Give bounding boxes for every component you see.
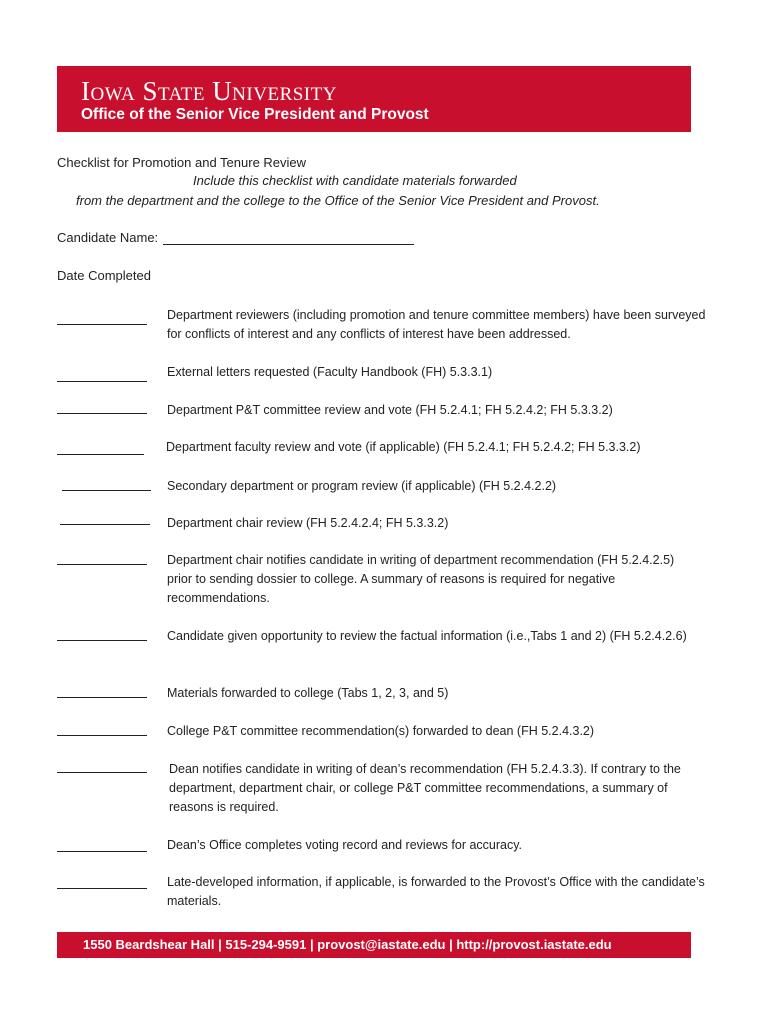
candidate-name-label: Candidate Name: [57, 230, 159, 245]
checklist-item-text: Department chair notifies candidate in writing of department recommendation (FH 5.2.4.2.5) prior to sending dossier to college. A summary of reasons is required for negative recommendations. [167, 553, 675, 605]
date-completed-field[interactable] [62, 490, 151, 491]
checklist-item-text: Materials forwarded to college (Tabs 1, 2, 3, and 5) [167, 686, 449, 700]
date-completed-field[interactable] [57, 564, 147, 565]
instruction-line-1: Include this checklist with candidate materials forwarded [193, 173, 517, 188]
checklist-item-text: Dean’s Office completes voting record and reviews for accuracy. [167, 838, 523, 852]
date-completed-field[interactable] [57, 381, 147, 382]
candidate-name-field[interactable] [163, 244, 414, 245]
date-completed-label: Date Completed [57, 268, 151, 283]
date-completed-field[interactable] [57, 697, 147, 698]
checklist-item-text: Department chair review (FH 5.2.4.2.4; FH 5.3.3.2) [167, 516, 449, 530]
checklist-item-text: Department reviewers (including promotion and tenure committee members) have been surveyed for conflicts of interest and any conflicts of interest have been addressed. [167, 308, 706, 341]
checklist-item-text: Secondary department or program review (if applicable) (FH 5.2.4.2.2) [167, 479, 557, 493]
document-title: Checklist for Promotion and Tenure Review [57, 155, 307, 170]
date-completed-field[interactable] [60, 524, 150, 525]
checklist-item-text: External letters requested (Faculty Handbook (FH) 5.3.3.1) [167, 365, 493, 379]
date-completed-field[interactable] [57, 640, 147, 641]
date-completed-field[interactable] [57, 851, 147, 852]
office-name: Office of the Senior Vice President and Provost [81, 106, 429, 123]
checklist-item-text: Late-developed information, if applicable, is forwarded to the Provost’s Office with the candidate’s materials. [167, 875, 705, 908]
footer-banner [57, 932, 691, 958]
footer-contact: 1550 Beardshear Hall | 515-294-9591 | provost@iastate.edu | http://provost.iastate.edu [83, 937, 612, 952]
date-completed-field[interactable] [57, 413, 147, 414]
university-name: Iowa State University [81, 76, 337, 106]
date-completed-field[interactable] [57, 772, 147, 773]
date-completed-field[interactable] [57, 735, 147, 736]
date-completed-field[interactable] [57, 888, 147, 889]
header-banner [57, 66, 691, 132]
date-completed-field[interactable] [57, 454, 144, 455]
checklist-item-text: Department faculty review and vote (if applicable) (FH 5.2.4.1; FH 5.2.4.2; FH 5.3.3.2) [166, 440, 641, 454]
date-completed-field[interactable] [57, 324, 147, 325]
checklist-item-text: Department P&T committee review and vote (FH 5.2.4.1; FH 5.2.4.2; FH 5.3.3.2) [167, 403, 613, 417]
instruction-line-2: from the department and the college to the Office of the Senior Vice President and Provost. [76, 193, 600, 208]
checklist-item-text: College P&T committee recommendation(s) forwarded to dean (FH 5.2.4.3.2) [167, 724, 595, 738]
checklist-item-text: Candidate given opportunity to review the factual information (i.e.,Tabs 1 and 2) (FH 5.2.4.2.6) [167, 629, 687, 643]
checklist-item-text: Dean notifies candidate in writing of dean’s recommendation (FH 5.2.4.3.3). If contrary to the department, department chair, or college P&T committee recommendations, a summary of reasons is required. [169, 762, 681, 814]
